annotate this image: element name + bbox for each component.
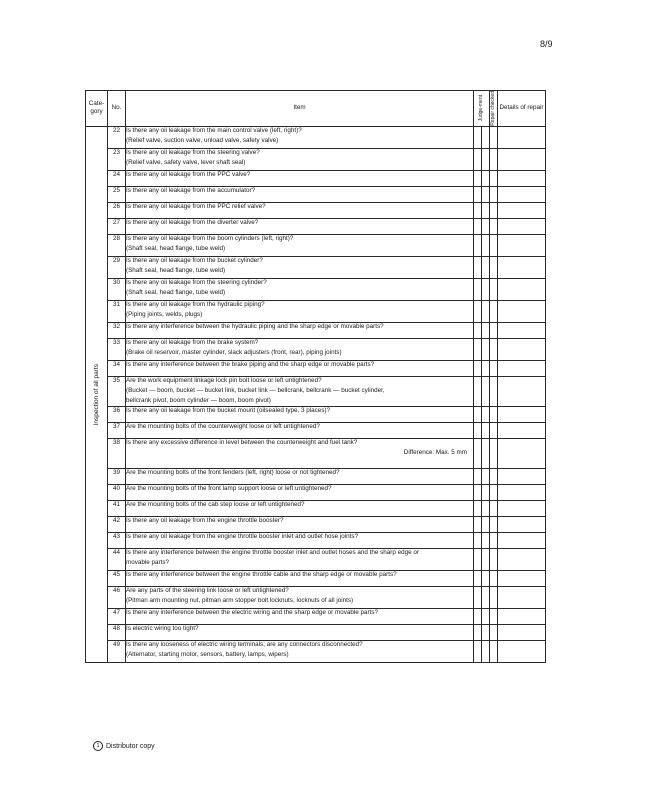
row-item-text: Is there any oil leakage from the bucket mount (oilsealed type, 3 places)? — [126, 406, 331, 414]
row-item — [126, 500, 474, 516]
table-row — [86, 234, 546, 256]
row-item-text: Are the mounting bolts of the counterweight loose or left untightened? — [126, 422, 320, 430]
row-number: 43 — [108, 532, 126, 548]
row-item-text: Is there any looseness of electric wiring terminals; are any connectors disconnected? — [126, 640, 363, 648]
details-box[interactable] — [498, 186, 546, 202]
judgement-box-b[interactable] — [482, 468, 490, 484]
repair-checked-box[interactable] — [490, 376, 498, 406]
details-box[interactable] — [498, 484, 546, 500]
row-item-text: Is there any oil leakage from the steering valve? — [126, 148, 260, 156]
judgement-box-a[interactable] — [474, 202, 482, 218]
repair-checked-box[interactable] — [490, 338, 498, 360]
row-item — [126, 406, 474, 422]
footnote-text: Distributor copy — [106, 742, 155, 750]
row-item — [126, 322, 474, 338]
judgement-box-a[interactable] — [474, 278, 482, 300]
judgement-box-b[interactable] — [482, 218, 490, 234]
repair-checked-header: Repair checked — [490, 91, 496, 126]
judgement-box-a[interactable] — [474, 468, 482, 484]
details-box[interactable] — [498, 256, 546, 278]
row-item-text: Is there any oil leakage from the bucket cylinder? — [126, 256, 263, 264]
row-number: 49 — [108, 640, 126, 662]
row-item-text: Is there any oil leakage from the engine throttle booster? — [126, 516, 284, 524]
judgement-header: Judge-ment — [474, 91, 490, 127]
table-header-row — [86, 91, 546, 127]
table-row — [86, 338, 546, 360]
table-row — [86, 438, 546, 468]
table-row — [86, 170, 546, 186]
repair-checked-box[interactable] — [490, 516, 498, 532]
row-item-text: (Relief valve, suction valve, unload valve, safety valve) — [126, 136, 279, 144]
repair-checked-box[interactable] — [490, 186, 498, 202]
judgement-box-b[interactable] — [482, 500, 490, 516]
repair-checked-box[interactable] — [490, 500, 498, 516]
table-row — [86, 278, 546, 300]
repair-checked-box[interactable] — [490, 300, 498, 322]
row-item — [126, 548, 474, 570]
repair-checked-box[interactable] — [490, 640, 498, 662]
details-box[interactable] — [498, 148, 546, 170]
details-box[interactable] — [498, 322, 546, 338]
judgement-box-a[interactable] — [474, 322, 482, 338]
row-item-text: Is there any oil leakage from the PPC relief valve? — [126, 202, 266, 210]
row-item — [126, 586, 474, 608]
row-number: 36 — [108, 406, 126, 422]
table-row — [86, 640, 546, 662]
row-item — [126, 300, 474, 322]
repair-checked-box[interactable] — [490, 322, 498, 338]
judgement-box-b[interactable] — [482, 570, 490, 586]
row-item — [126, 234, 474, 256]
details-box[interactable] — [498, 218, 546, 234]
details-box[interactable] — [498, 570, 546, 586]
table-row — [86, 218, 546, 234]
row-item-text: (Pitman arm mounting nut, pitman arm stopper bolt locknuts, locknuts of all joints) — [126, 596, 354, 604]
category-header: Cate-gory — [86, 91, 108, 127]
row-item — [126, 148, 474, 170]
row-number: 33 — [108, 338, 126, 360]
table-row — [86, 500, 546, 516]
table-row — [86, 532, 546, 548]
repair-checked-box[interactable] — [490, 532, 498, 548]
row-number: 46 — [108, 586, 126, 608]
row-number: 31 — [108, 300, 126, 322]
row-number: 42 — [108, 516, 126, 532]
judgement-box-a[interactable] — [474, 406, 482, 422]
judgement-box-a[interactable] — [474, 376, 482, 406]
details-box[interactable] — [498, 360, 546, 376]
judgement-box-b[interactable] — [482, 360, 490, 376]
judgement-box-b[interactable] — [482, 624, 490, 640]
table-row — [86, 548, 546, 570]
row-item-text: (Alternator, starting motor, sensors, battery, lamps, wipers) — [126, 650, 289, 658]
table-row — [86, 360, 546, 376]
row-item-text: Is there any oil leakage from the diverter valve? — [126, 218, 259, 226]
judgement-box-a[interactable] — [474, 548, 482, 570]
judgement-box-a[interactable] — [474, 484, 482, 500]
table-row — [86, 202, 546, 218]
row-number: 38 — [108, 438, 126, 468]
repair-checked-box[interactable] — [490, 608, 498, 624]
judgement-box-a[interactable] — [474, 438, 482, 468]
repair-checked-box[interactable] — [490, 406, 498, 422]
details-box[interactable] — [498, 406, 546, 422]
number-header: No. — [108, 91, 126, 127]
row-item-text: Is there any interference between the brake piping and the sharp edge or movable parts? — [126, 360, 375, 368]
judgement-box-a[interactable] — [474, 640, 482, 662]
row-item-text: movable parts? — [126, 558, 170, 566]
judgement-box-a[interactable] — [474, 218, 482, 234]
row-item-text: Is there any oil leakage from the main control valve (left, right)? — [126, 126, 302, 134]
table-row — [86, 126, 546, 148]
details-header: Details of repair — [498, 91, 546, 127]
row-number: 22 — [108, 126, 126, 148]
table-row — [86, 608, 546, 624]
row-number: 27 — [108, 218, 126, 234]
row-item-text: Are any parts of the steering link loose or left untightened? — [126, 586, 289, 594]
repair-checked-box[interactable] — [490, 624, 498, 640]
row-item-text: Is there any interference between the electric wiring and the sharp edge or movable parts? — [126, 608, 379, 616]
row-item-text: Is there any oil leakage from the PPC valve? — [126, 170, 251, 178]
row-item — [126, 338, 474, 360]
footnote — [93, 741, 155, 751]
judgement-box-a[interactable] — [474, 586, 482, 608]
row-number: 23 — [108, 148, 126, 170]
row-number: 34 — [108, 360, 126, 376]
details-box[interactable] — [498, 586, 546, 608]
repair-checked-box[interactable] — [490, 202, 498, 218]
judgement-box-b[interactable] — [482, 148, 490, 170]
inspection-table — [85, 90, 546, 663]
judgement-box-b[interactable] — [482, 338, 490, 360]
category-label: Inspection of all parts — [92, 363, 100, 425]
row-item-text: Are the mounting bolts of the front lamp support loose or left untightened? — [126, 484, 332, 492]
category-cell — [86, 126, 108, 662]
row-item — [126, 484, 474, 500]
repair-checked-box[interactable] — [490, 256, 498, 278]
details-box[interactable] — [498, 202, 546, 218]
page-number: 8/9 — [540, 39, 553, 49]
row-item-text: Are the mounting bolts of the front fenders (left, right) loose or not tightened? — [126, 468, 340, 476]
row-item-text: (Brake oil reservoir, master cylinder, slack adjusters (front, rear), piping joints) — [126, 348, 342, 356]
judgement-box-b[interactable] — [482, 202, 490, 218]
judgement-box-b[interactable] — [482, 170, 490, 186]
table-row — [86, 422, 546, 438]
details-box[interactable] — [498, 422, 546, 438]
row-item-text: (Shaft seal, head flange, tube weld) — [126, 244, 226, 252]
repair-checked-box[interactable] — [490, 468, 498, 484]
row-item-text: Is there any interference between the engine throttle booster inlet and outlet hoses and the sharp edge or — [126, 548, 420, 556]
repair-checked-box[interactable] — [490, 278, 498, 300]
row-item — [126, 278, 474, 300]
row-item — [126, 256, 474, 278]
details-box[interactable] — [498, 234, 546, 256]
row-item-text: Is there any interference between the engine throttle cable and the sharp edge or movable parts? — [126, 570, 397, 578]
row-item — [126, 202, 474, 218]
table-row — [86, 516, 546, 532]
details-box[interactable] — [498, 338, 546, 360]
details-box[interactable] — [498, 278, 546, 300]
judgement-box-b[interactable] — [482, 586, 490, 608]
judgement-box-a[interactable] — [474, 186, 482, 202]
row-number: 37 — [108, 422, 126, 438]
row-number: 45 — [108, 570, 126, 586]
row-item — [126, 608, 474, 624]
judgement-box-a[interactable] — [474, 360, 482, 376]
row-number: 30 — [108, 278, 126, 300]
row-item-text: Is there any oil leakage from the steering cylinder? — [126, 278, 267, 286]
row-number: 44 — [108, 548, 126, 570]
row-number: 48 — [108, 624, 126, 640]
row-number: 26 — [108, 202, 126, 218]
judgement-box-a[interactable] — [474, 624, 482, 640]
repair-checked-box[interactable] — [490, 148, 498, 170]
judgement-box-a[interactable] — [474, 338, 482, 360]
judgement-box-a[interactable] — [474, 256, 482, 278]
repair-checked-box[interactable] — [490, 586, 498, 608]
judgement-box-a[interactable] — [474, 516, 482, 532]
table-row — [86, 586, 546, 608]
repair-checked-box[interactable] — [490, 570, 498, 586]
judgement-box-b[interactable] — [482, 376, 490, 406]
details-box[interactable] — [498, 468, 546, 484]
row-item-text: (Bucket — boom, bucket — bucket link, bucket link — bellcrank, bellcrank — bucket cylinder, — [126, 386, 385, 394]
row-item — [126, 376, 474, 406]
repair-checked-box[interactable] — [490, 438, 498, 468]
table-row — [86, 148, 546, 170]
table-row — [86, 570, 546, 586]
repair-checked-box[interactable] — [490, 360, 498, 376]
judgement-box-b[interactable] — [482, 300, 490, 322]
row-number: 41 — [108, 500, 126, 516]
row-item-text: Is there any oil leakage from the engine throttle booster inlet and outlet hose joints? — [126, 532, 359, 540]
judgement-box-a[interactable] — [474, 300, 482, 322]
row-item-text: Are the mounting bolts of the cab step loose or left untightened? — [126, 500, 305, 508]
row-number: 25 — [108, 186, 126, 202]
table-row — [86, 256, 546, 278]
judgement-box-b[interactable] — [482, 516, 490, 532]
row-item-text: bellcrank pivot, boom cylinder — boom, boom pivot) — [126, 396, 271, 404]
judgement-box-b[interactable] — [482, 126, 490, 148]
judgement-box-b[interactable] — [482, 322, 490, 338]
judgement-box-b[interactable] — [482, 548, 490, 570]
judgement-box-b[interactable] — [482, 532, 490, 548]
details-box[interactable] — [498, 170, 546, 186]
details-box[interactable] — [498, 640, 546, 662]
table-row — [86, 300, 546, 322]
judgement-box-b[interactable] — [482, 406, 490, 422]
details-box[interactable] — [498, 516, 546, 532]
repair-checked-box[interactable] — [490, 126, 498, 148]
row-item-text: (Shaft seal, head flange, tube weld) — [126, 266, 226, 274]
row-number: 47 — [108, 608, 126, 624]
row-item-text: Is there any interference between the hydraulic piping and the sharp edge or movable parts? — [126, 322, 384, 330]
row-item-text: Is there any excessive difference in level between the counterweight and fuel tank? — [126, 438, 358, 446]
row-item — [126, 516, 474, 532]
row-item — [126, 170, 474, 186]
table-row — [86, 624, 546, 640]
judgement-box-a[interactable] — [474, 422, 482, 438]
row-item-text: Are the work equipment linkage lock pin bolt loose or left untightened? — [126, 376, 322, 384]
row-item — [126, 186, 474, 202]
judgement-box-a[interactable] — [474, 148, 482, 170]
judgement-box-b[interactable] — [482, 438, 490, 468]
judgement-box-a[interactable] — [474, 500, 482, 516]
details-box[interactable] — [498, 500, 546, 516]
details-box[interactable] — [498, 608, 546, 624]
item-header: Item — [126, 91, 474, 127]
row-item — [126, 360, 474, 376]
row-item-text: (Relief valve, safety valve, lever shaft seal) — [126, 158, 246, 166]
row-item-text: Is there any oil leakage from the accumulator? — [126, 186, 256, 194]
row-item-text: Is there any oil leakage from the boom cylinders (left, right)? — [126, 234, 294, 242]
details-box[interactable] — [498, 300, 546, 322]
judgement-box-a[interactable] — [474, 170, 482, 186]
judgement-box-b[interactable] — [482, 422, 490, 438]
row-number: 29 — [108, 256, 126, 278]
row-number: 24 — [108, 170, 126, 186]
row-item-text: Is there any oil leakage from the brake system? — [126, 338, 259, 346]
repair-checked-box[interactable] — [490, 234, 498, 256]
judgement-box-a[interactable] — [474, 126, 482, 148]
row-item — [126, 532, 474, 548]
row-item — [126, 422, 474, 438]
judgement-box-b[interactable] — [482, 186, 490, 202]
judgement-box-a[interactable] — [474, 234, 482, 256]
table-row — [86, 484, 546, 500]
details-box[interactable] — [498, 126, 546, 148]
row-number: 40 — [108, 484, 126, 500]
row-item — [126, 570, 474, 586]
table-row — [86, 376, 546, 406]
row-number: 39 — [108, 468, 126, 484]
row-item — [126, 468, 474, 484]
row-number: 28 — [108, 234, 126, 256]
judgement-box-a[interactable] — [474, 532, 482, 548]
row-item-text: (Piping joints, welds, plugs) — [126, 310, 203, 318]
judgement-box-a[interactable] — [474, 570, 482, 586]
row-item-text: Is there any oil leakage from the hydraulic piping? — [126, 300, 265, 308]
row-item — [126, 624, 474, 640]
row-item-text: (Shaft seal, head flange, tube weld) — [126, 288, 226, 296]
repair-checked-box[interactable] — [490, 484, 498, 500]
repair-checked-box[interactable] — [490, 170, 498, 186]
circled-number-icon: 1 — [93, 741, 103, 751]
judgement-box-b[interactable] — [482, 608, 490, 624]
row-item-text: Is electric wiring too tight? — [126, 624, 199, 632]
table-row — [86, 322, 546, 338]
judgement-box-b[interactable] — [482, 640, 490, 662]
repair-checked-box[interactable] — [490, 218, 498, 234]
row-item — [126, 640, 474, 662]
row-tolerance: Difference: Max. 5 mm — [403, 448, 467, 456]
table-row — [86, 186, 546, 202]
details-box[interactable] — [498, 376, 546, 406]
judgement-box-b[interactable] — [482, 278, 490, 300]
table-row — [86, 468, 546, 484]
details-box[interactable] — [498, 548, 546, 570]
judgement-box-a[interactable] — [474, 608, 482, 624]
row-item — [126, 218, 474, 234]
row-item — [126, 126, 474, 148]
row-number: 32 — [108, 322, 126, 338]
repair-checked-box[interactable] — [490, 422, 498, 438]
table-row — [86, 406, 546, 422]
row-item — [126, 438, 474, 468]
details-box[interactable] — [498, 438, 546, 468]
judgement-box-b[interactable] — [482, 256, 490, 278]
repair-checked-box[interactable] — [490, 548, 498, 570]
details-box[interactable] — [498, 532, 546, 548]
row-number: 35 — [108, 376, 126, 406]
judgement-box-b[interactable] — [482, 484, 490, 500]
details-box[interactable] — [498, 624, 546, 640]
judgement-box-b[interactable] — [482, 234, 490, 256]
